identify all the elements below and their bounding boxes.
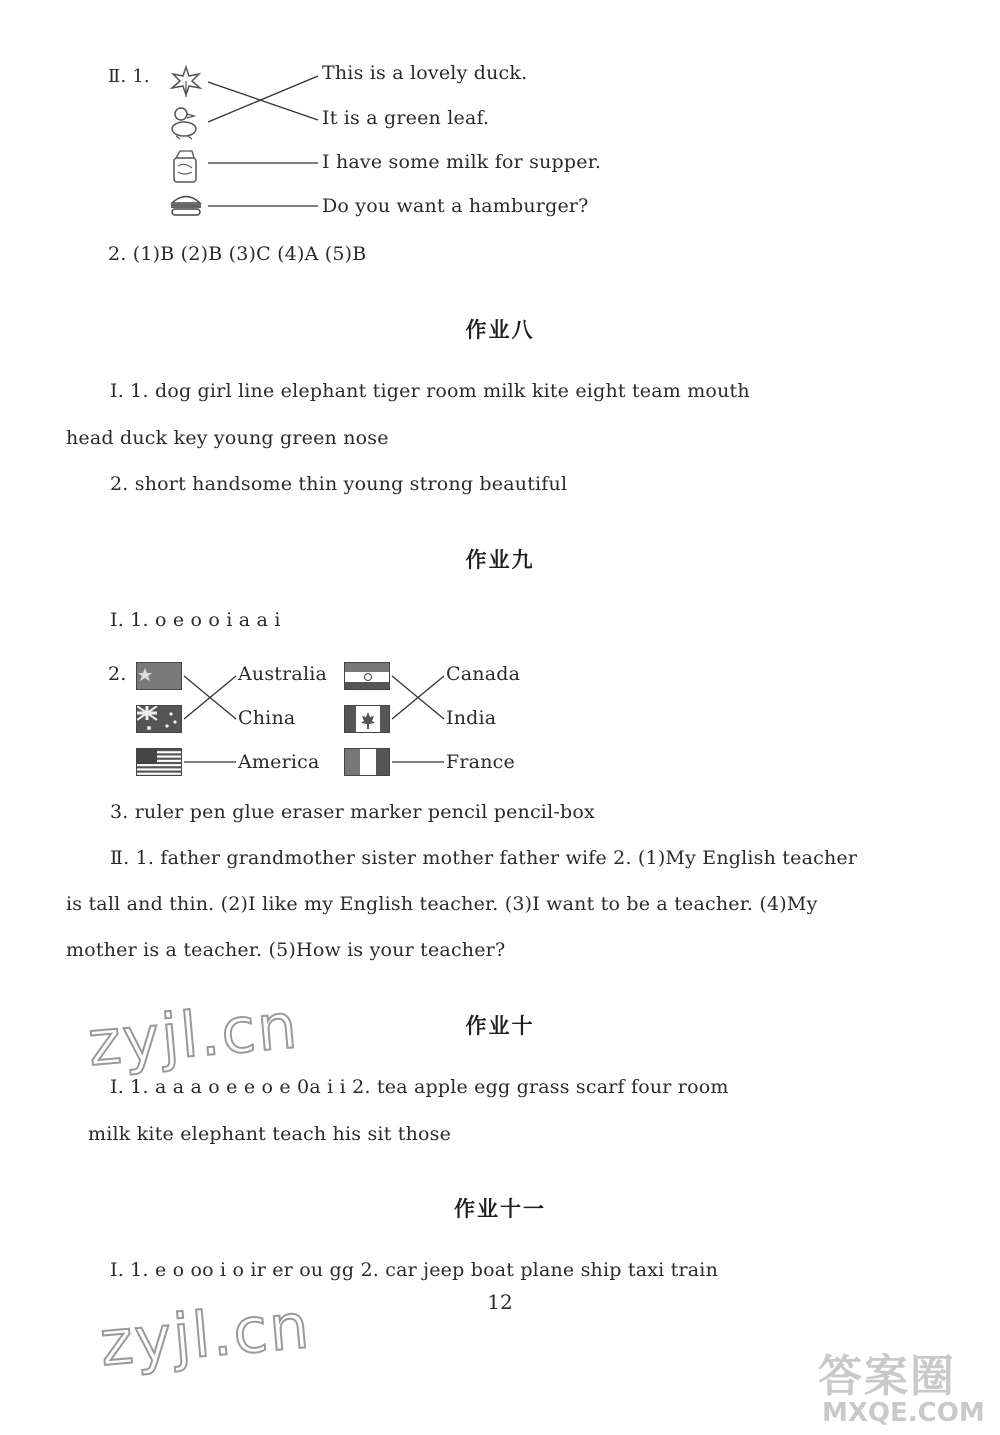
country-label: Canada	[446, 663, 521, 685]
answer-line: Ⅰ. 1. o e o o i a a i	[110, 609, 281, 631]
answer-line: Ⅰ. 1. dog girl line elephant tiger room milk kite eight team mouth	[110, 380, 750, 402]
page-number: 12	[487, 1290, 513, 1314]
section-heading: 作业九	[465, 548, 535, 572]
answer-line: is tall and thin. (2)I like my English teacher. (3)I want to be a teacher. (4)My	[66, 893, 818, 915]
section-heading: 作业十	[465, 1014, 535, 1038]
answer-line: 2. (1)B (2)B (3)C (4)A (5)B	[108, 243, 367, 265]
sentence: Do you want a hamburger?	[322, 195, 589, 217]
sentence: I have some milk for supper.	[322, 151, 602, 173]
section-heading: 作业十一	[454, 1197, 546, 1221]
country-label: China	[238, 707, 296, 729]
watermark-logo: zyjl.cn	[85, 988, 302, 1081]
country-label: America	[238, 751, 320, 773]
answer-line: milk kite elephant teach his sit those	[88, 1123, 452, 1145]
country-label: India	[446, 707, 497, 729]
answer-line: Ⅰ. 1. e o oo i o ir er ou gg 2. car jeep boat plane ship taxi train	[110, 1259, 719, 1281]
country-label: Australia	[238, 663, 328, 685]
answer-line: Ⅰ. 1. a a a o e e o e 0a i i 2. tea apple egg grass scarf four room	[110, 1076, 729, 1098]
answer-line: Ⅱ. 1. father grandmother sister mother father wife 2. (1)My English teacher	[110, 847, 858, 869]
site-watermark-url: MXQE.COM	[822, 1398, 985, 1428]
site-watermark: 答案圈	[818, 1351, 956, 1402]
answer-line: head duck key young green nose	[66, 427, 389, 449]
watermark-logo: zyjl.cn	[97, 1288, 314, 1381]
country-label: France	[446, 751, 515, 773]
sentence: It is a green leaf.	[322, 107, 490, 129]
section-label: Ⅱ. 1.	[108, 66, 150, 87]
answer-line: mother is a teacher. (5)How is your teacher?	[66, 939, 506, 961]
answer-line: 3. ruler pen glue eraser marker pencil pencil-box	[110, 801, 595, 823]
answer-line: 2. short handsome thin young strong beautiful	[110, 473, 568, 495]
section-heading: 作业八	[465, 318, 535, 342]
question-number: 2.	[108, 663, 127, 685]
sentence: This is a lovely duck.	[322, 62, 528, 84]
